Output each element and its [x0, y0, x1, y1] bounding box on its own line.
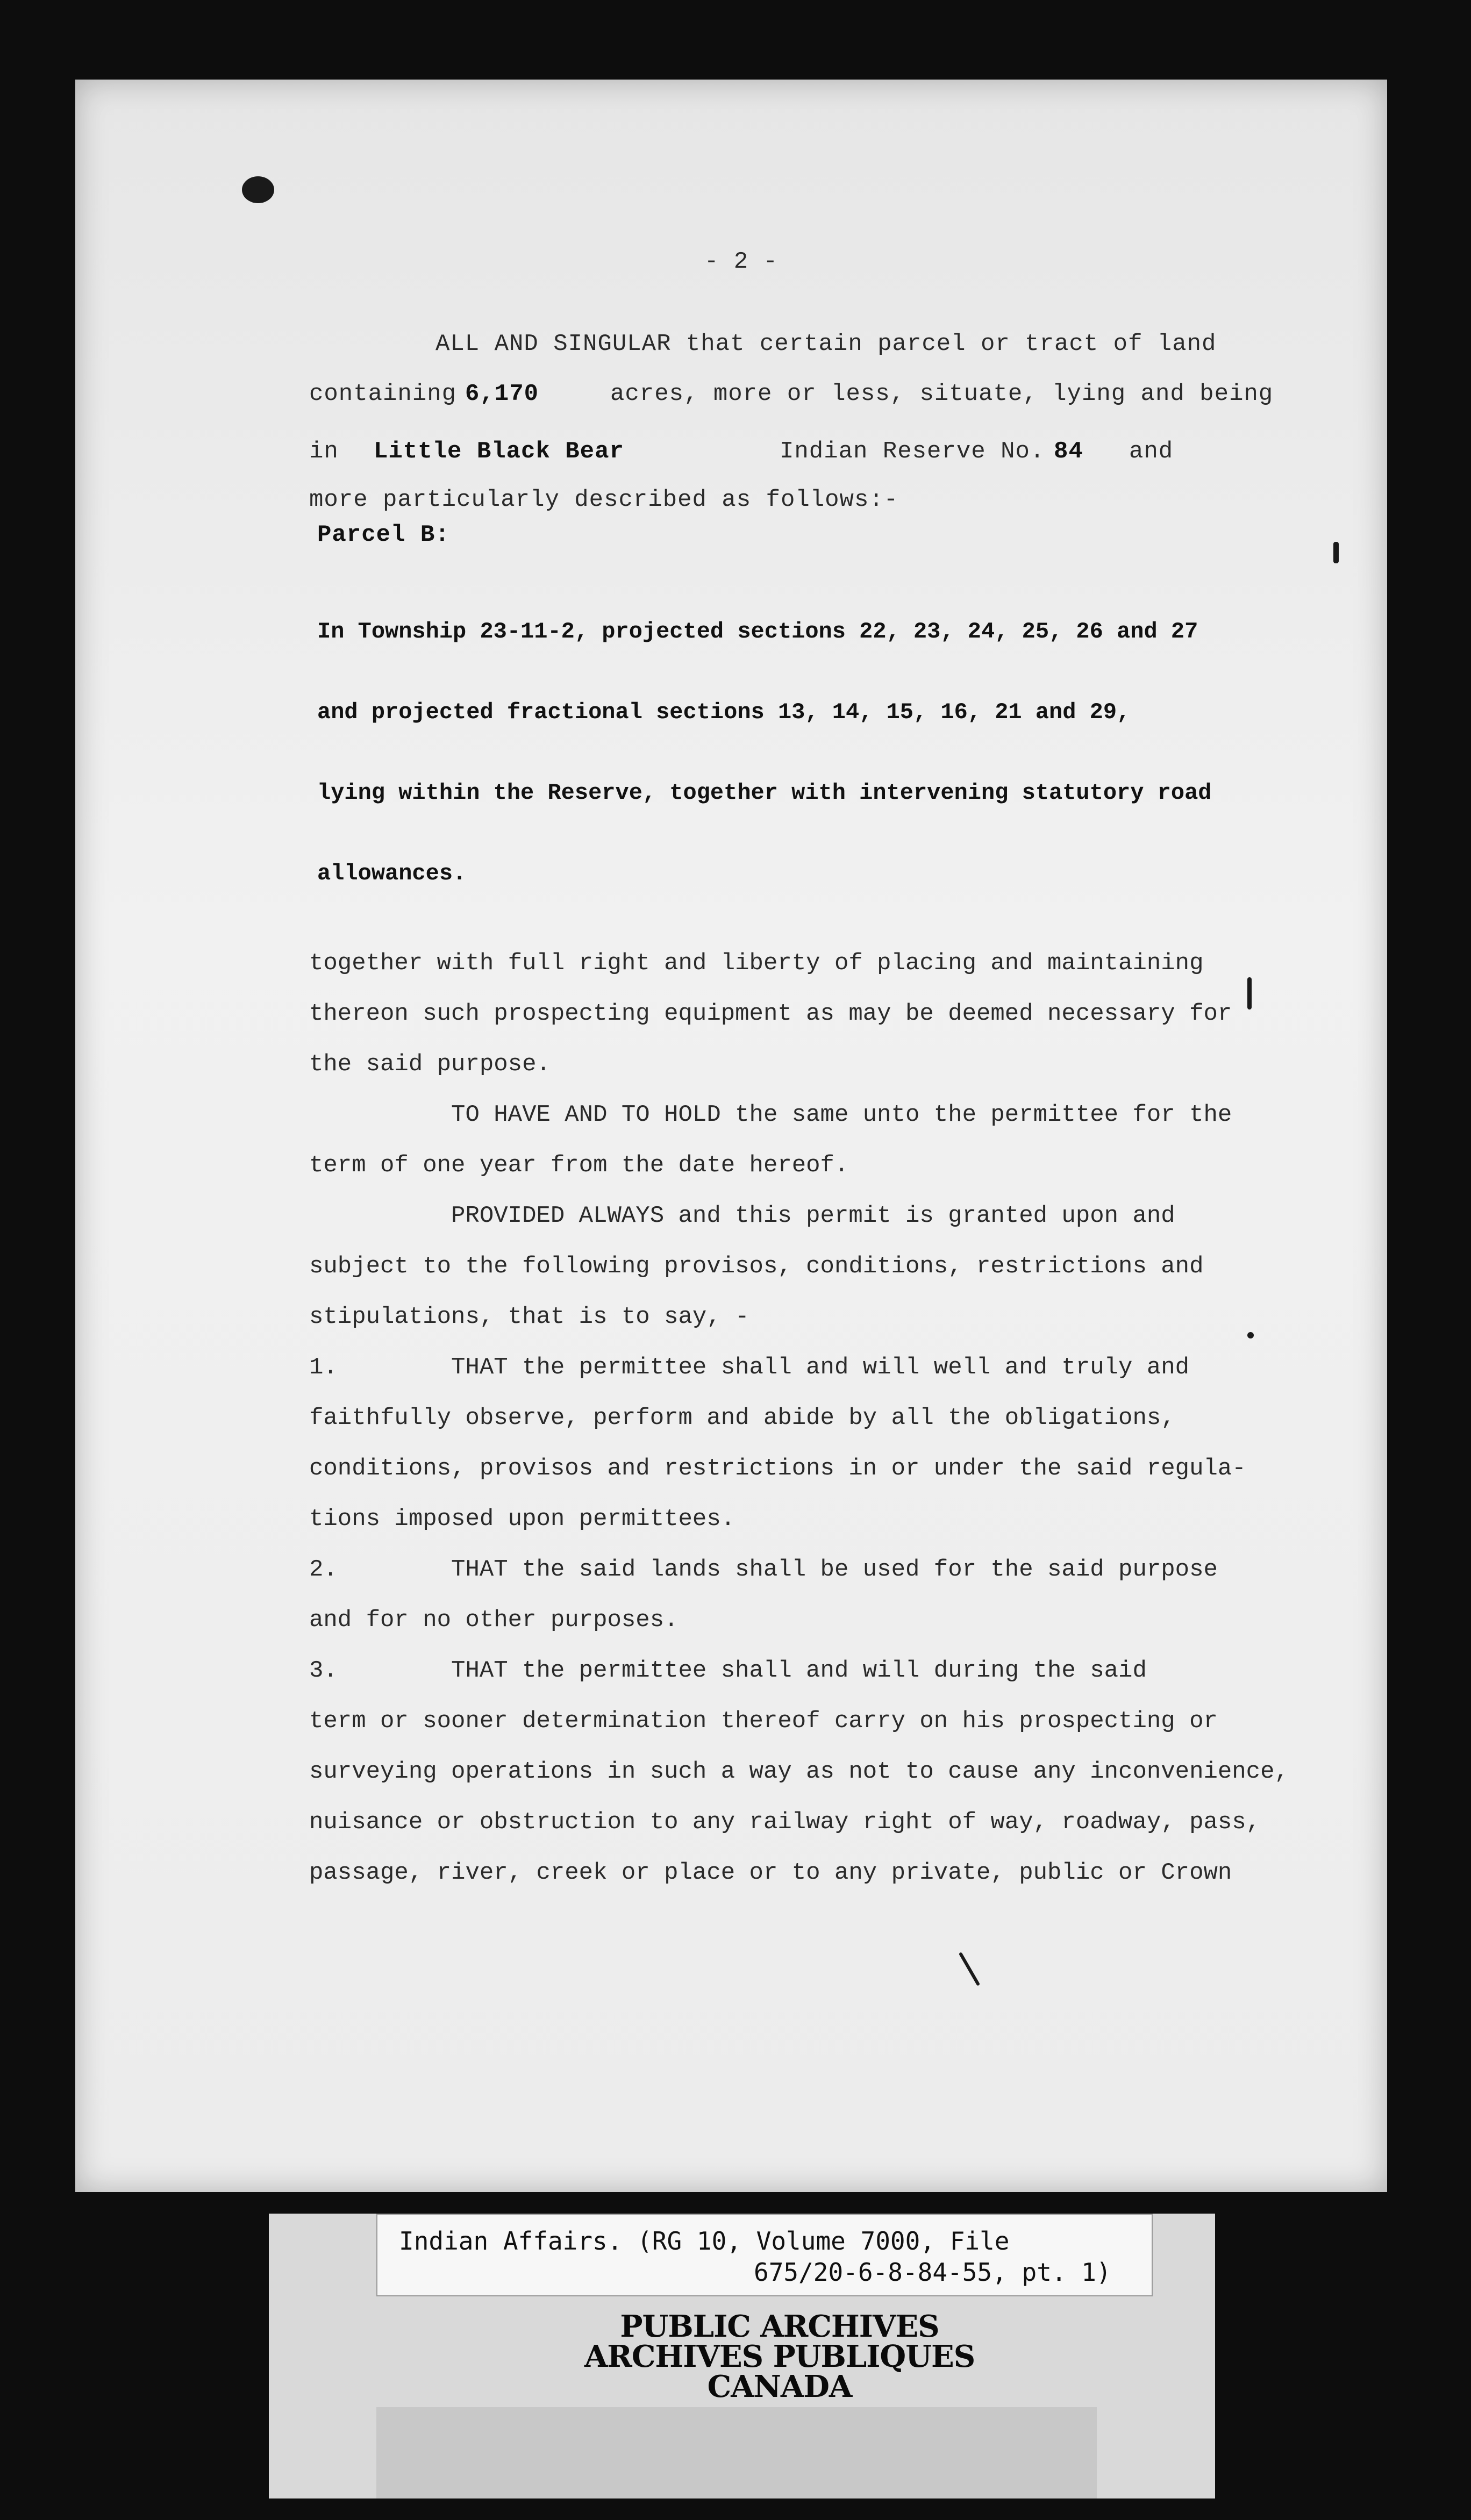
body-line: tions imposed upon permittees.	[309, 1506, 736, 1533]
archives-stamp-line-1: PUBLIC ARCHIVES	[620, 2309, 939, 2344]
permit-body	[309, 938, 1289, 1898]
body-line: and for no other purposes.	[309, 1607, 679, 1634]
parcel-description	[317, 564, 1212, 914]
parcel-line: lying within the Reserve, together with intervening statutory road	[317, 780, 1212, 806]
parcel-line: allowances.	[317, 861, 467, 886]
ink-speck	[959, 1952, 980, 1986]
reference-label	[376, 2214, 1153, 2296]
archives-stamp-line-2: ARCHIVES PUBLIQUES	[584, 2339, 975, 2374]
body-line: stipulations, that is to say, -	[309, 1304, 749, 1330]
body-line: nuisance or obstruction to any railway right of way, roadway, pass,	[309, 1809, 1261, 1836]
acres-description: acres, more or less, situate, lying and being	[610, 381, 1274, 407]
ink-speck	[1333, 542, 1339, 563]
ink-speck	[1247, 1332, 1254, 1338]
intro-line-1: ALL AND SINGULAR that certain parcel or tract of land	[435, 331, 1217, 357]
body-line: subject to the following provisos, conditions, restrictions and	[309, 1253, 1204, 1280]
archive-label-strip-lower	[376, 2407, 1097, 2498]
parcel-heading: Parcel B:	[317, 521, 450, 548]
and-label: and	[1129, 438, 1174, 465]
reserve-label: Indian Reserve No.	[780, 438, 1045, 465]
archives-stamp	[538, 2311, 1022, 2402]
reserve-number: 84	[1054, 438, 1083, 465]
body-line: TO HAVE AND TO HOLD the same unto the permittee for the	[309, 1101, 1232, 1128]
body-line: conditions, provisos and restrictions in or under the said regula-	[309, 1455, 1246, 1482]
intro-line-4: more particularly described as follows:-	[309, 486, 899, 513]
ink-speck	[1247, 977, 1252, 1010]
body-line: PROVIDED ALWAYS and this permit is granted upon and	[309, 1202, 1175, 1229]
body-line: 1. THAT the permittee shall and will well and truly and	[309, 1354, 1190, 1381]
body-line: 3. THAT the permittee shall and will during the said	[309, 1657, 1147, 1684]
ink-blot	[242, 176, 274, 203]
body-line: passage, river, creek or place or to any private, public or Crown	[309, 1859, 1232, 1886]
acreage-value: 6,170	[465, 381, 539, 407]
body-line: term or sooner determination thereof carry on his prospecting or	[309, 1708, 1218, 1735]
body-line: term of one year from the date hereof.	[309, 1152, 849, 1179]
parcel-line: and projected fractional sections 13, 14, 15, 16, 21 and 29,	[317, 699, 1131, 725]
parcel-line: In Township 23-11-2, projected sections 22, 23, 24, 25, 26 and 27	[317, 619, 1198, 645]
body-line: surveying operations in such a way as not to cause any inconvenience,	[309, 1758, 1289, 1785]
reference-line-2: 675/20-6-8-84-55, pt. 1)	[754, 2258, 1111, 2287]
body-line: 2. THAT the said lands shall be used for the said purpose	[309, 1556, 1218, 1583]
body-line: together with full right and liberty of placing and maintaining	[309, 950, 1204, 977]
containing-label: containing	[309, 381, 457, 407]
reserve-name: Little Black Bear	[374, 438, 624, 465]
body-line: thereon such prospecting equipment as may be deemed necessary for	[309, 1000, 1232, 1027]
reference-line-1: Indian Affairs. (RG 10, Volume 7000, File	[399, 2227, 1010, 2256]
body-line: faithfully observe, perform and abide by all the obligations,	[309, 1405, 1175, 1431]
in-label: in	[309, 438, 339, 465]
page-number: - 2 -	[704, 248, 779, 275]
body-line: the said purpose.	[309, 1051, 551, 1078]
archives-stamp-line-3: CANADA	[707, 2369, 852, 2404]
